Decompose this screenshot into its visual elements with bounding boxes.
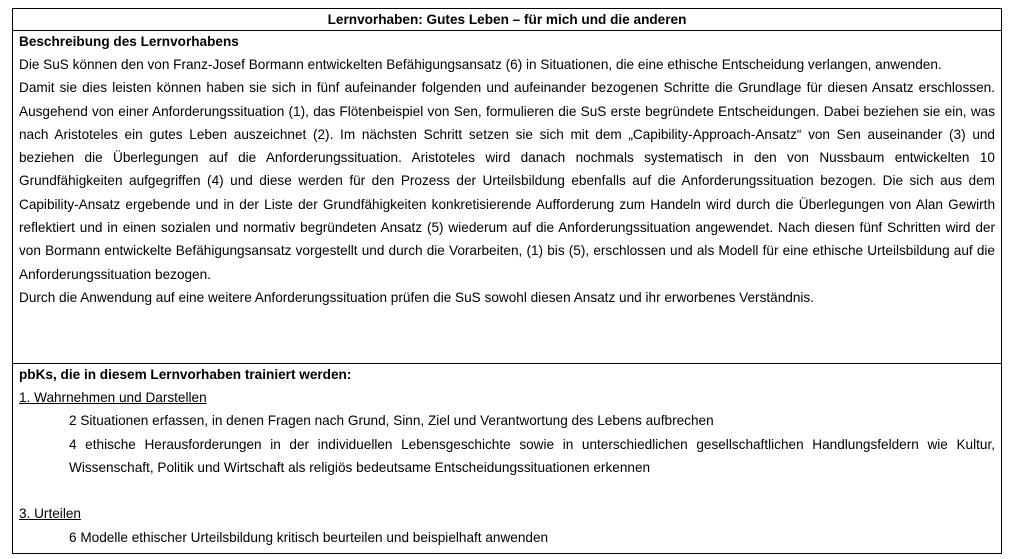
description-paragraph-3: Durch die Anwendung auf eine weitere Anforderungssituation prüfen die SuS sowohl diesen Ansatz und ihr erworbenes Verständnis. <box>19 289 814 305</box>
competence-item: 2 Situationen erfassen, in denen Fragen nach Grund, Sinn, Ziel und Verantwortung des Lebens aufbrechen <box>69 413 714 429</box>
description-paragraph-2: Damit sie dies leisten können haben sie sich in fünf aufeinander folgenden und aufeinander bezogenen Schritte die Grundlage für diesen Ansatz erschlossen. Ausgehend von einer Anforderungssituation (1), das Flötenbeispiel von Sen, formulieren die SuS erste begründete Entscheidungen. Dabei beziehen sie ein, was nach Aristoteles ein gutes Leben auszeichnet (2). Im nächsten Schritt setzen sie sich mit dem „Capibility-Approach-Ansatz“ von Sen auseinander (3) und beziehen die Überlegungen auf die Anforderungssituation. Aristoteles wird danach nochmals systematisch in den von Nussbaum entwickelten 10 Grundfähigkeiten aufgegriffen (4) und diese werden für den Prozess der Urteilsbildung ebenfalls auf die Anforderungssituation bezogen. Die sich aus dem Capibility-Ansatz ergebende und in der Liste der Grundfähigkeiten konkretisierende Aufforderung zum Handeln wird durch die Überlegungen von Alan Gewirth reflektiert und in einen sozialen und normativ begründeten Ansatz (5) wiederum auf die Anforderungssituation angewendet. Nach diesen fünf Schritten wird der von Bormann entwickelte Befähigungsansatz vorgestellt und durch die Vorarbeiten, (1) bis (5), erschlossen und als Modell für eine ethische Urteilsbildung auf die Anforderungssituation bezogen. <box>19 80 995 282</box>
table-title: Lernvorhaben: Gutes Leben – für mich und die anderen <box>327 12 687 27</box>
competence-item: 6 Modelle ethischer Urteilsbildung kritisch beurteilen und beispielhaft anwenden <box>69 529 549 545</box>
lernvorhaben-table <box>12 8 1002 554</box>
description-paragraph-1: Die SuS können den von Franz-Josef Bormann entwickelten Befähigungsansatz (6) in Situationen, die eine ethische Entscheidung verlangen, anwenden. <box>19 57 942 72</box>
section-spacer <box>19 479 995 502</box>
pbks-cell <box>13 364 1001 553</box>
competence-item: 4 ethische Herausforderungen in der individuellen Lebensgeschichte sowie in unterschiedlichen gesellschaftlichen Handlungsfeldern wie Kultur, Wissenschaft, Politik und Wirtschaft als religiös bedeutsame Entscheidungssituationen erkennen <box>69 436 995 475</box>
pbks-heading: pbKs, die in diesem Lernvorhaben trainiert werden: <box>19 367 352 382</box>
description-cell <box>13 31 1001 364</box>
title-row <box>13 9 1001 31</box>
description-heading: Beschreibung des Lernvorhabens <box>19 34 239 49</box>
section-title-wahrnehmen: 1. Wahrnehmen und Darstellen <box>19 390 207 405</box>
section-title-urteilen: 3. Urteilen <box>19 506 81 522</box>
